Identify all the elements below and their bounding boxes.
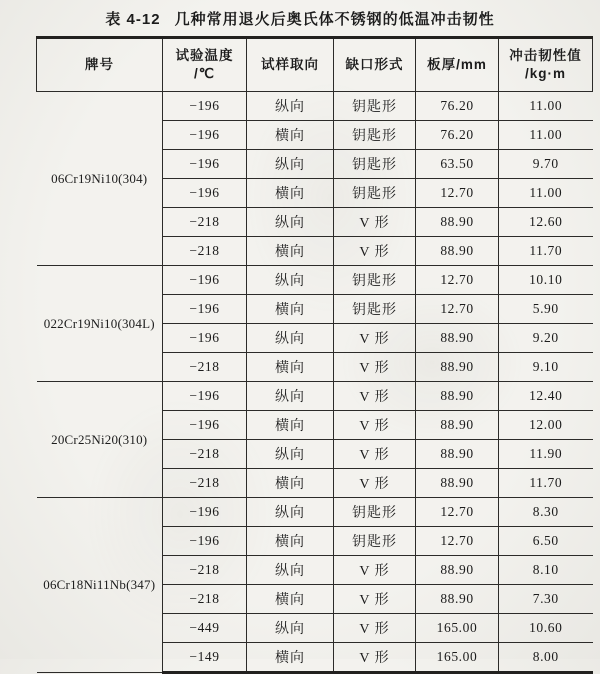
thickness-cell: 165.00	[416, 643, 499, 673]
header-impact-value-line1: 冲击韧性值	[509, 47, 582, 63]
temp-cell: −196	[163, 92, 247, 121]
notch-cell: V 形	[334, 353, 416, 382]
table-caption	[0, 8, 600, 29]
impact-cell: 12.40	[499, 382, 593, 411]
orientation-cell: 纵向	[247, 556, 334, 585]
orientation-cell: 纵向	[247, 498, 334, 527]
orientation-cell: 横向	[247, 237, 334, 266]
thickness-cell: 88.90	[416, 440, 499, 469]
header-row	[37, 38, 593, 92]
thickness-cell: 12.70	[416, 179, 499, 208]
notch-cell: V 形	[334, 585, 416, 614]
impact-cell: 11.90	[499, 440, 593, 469]
thickness-cell: 12.70	[416, 527, 499, 556]
temp-cell: −218	[163, 469, 247, 498]
impact-cell: 8.30	[499, 498, 593, 527]
orientation-cell: 纵向	[247, 382, 334, 411]
impact-cell: 11.00	[499, 92, 593, 121]
table-title: 几种常用退火后奥氏体不锈钢的低温冲击韧性	[174, 11, 495, 28]
impact-cell: 8.00	[499, 643, 593, 673]
orientation-cell: 横向	[247, 295, 334, 324]
impact-cell: 8.10	[499, 556, 593, 585]
table-row	[37, 498, 593, 527]
impact-cell: 11.70	[499, 469, 593, 498]
thickness-cell: 88.90	[416, 411, 499, 440]
notch-cell: 钥匙形	[334, 295, 416, 324]
thickness-cell: 76.20	[416, 92, 499, 121]
impact-toughness-table	[36, 36, 593, 674]
impact-cell: 5.90	[499, 295, 593, 324]
notch-cell: 钥匙形	[334, 498, 416, 527]
notch-cell: 钥匙形	[334, 121, 416, 150]
impact-cell: 11.00	[499, 121, 593, 150]
orientation-cell: 横向	[247, 469, 334, 498]
notch-cell: V 形	[334, 469, 416, 498]
impact-cell: 9.70	[499, 150, 593, 179]
temp-cell: −196	[163, 498, 247, 527]
grade-cell: 06Cr19Ni10(304)	[37, 92, 163, 266]
header-test-temperature-line2: /℃	[194, 66, 215, 81]
impact-cell: 9.20	[499, 324, 593, 353]
header-grade: 牌号	[37, 38, 163, 92]
notch-cell: V 形	[334, 440, 416, 469]
orientation-cell: 纵向	[247, 208, 334, 237]
grade-cell: 20Cr25Ni20(310)	[37, 382, 163, 498]
thickness-cell: 88.90	[416, 353, 499, 382]
notch-cell: V 形	[334, 643, 416, 673]
notch-cell: 钥匙形	[334, 527, 416, 556]
thickness-cell: 88.90	[416, 469, 499, 498]
table-row	[37, 382, 593, 411]
table-row	[37, 92, 593, 121]
orientation-cell: 横向	[247, 585, 334, 614]
orientation-cell: 纵向	[247, 266, 334, 295]
notch-cell: V 形	[334, 382, 416, 411]
temp-cell: −218	[163, 353, 247, 382]
impact-cell: 6.50	[499, 527, 593, 556]
impact-cell: 10.60	[499, 614, 593, 643]
temp-cell: −149	[163, 643, 247, 673]
thickness-cell: 165.00	[416, 614, 499, 643]
notch-cell: V 形	[334, 208, 416, 237]
orientation-cell: 纵向	[247, 150, 334, 179]
impact-cell: 12.60	[499, 208, 593, 237]
notch-cell: V 形	[334, 237, 416, 266]
orientation-cell: 纵向	[247, 440, 334, 469]
header-test-temperature	[163, 38, 247, 92]
orientation-cell: 横向	[247, 121, 334, 150]
impact-cell: 10.10	[499, 266, 593, 295]
grade-cell: 06Cr18Ni11Nb(347)	[37, 498, 163, 673]
notch-cell: 钥匙形	[334, 179, 416, 208]
temp-cell: −449	[163, 614, 247, 643]
grade-cell: 022Cr19Ni10(304L)	[37, 266, 163, 382]
temp-cell: −218	[163, 440, 247, 469]
orientation-cell: 纵向	[247, 614, 334, 643]
impact-cell: 7.30	[499, 585, 593, 614]
notch-cell: V 形	[334, 324, 416, 353]
orientation-cell: 纵向	[247, 92, 334, 121]
orientation-cell: 横向	[247, 527, 334, 556]
thickness-cell: 88.90	[416, 208, 499, 237]
temp-cell: −196	[163, 121, 247, 150]
orientation-cell: 纵向	[247, 324, 334, 353]
thickness-cell: 88.90	[416, 382, 499, 411]
orientation-cell: 横向	[247, 411, 334, 440]
header-notch-type: 缺口形式	[334, 38, 416, 92]
temp-cell: −196	[163, 411, 247, 440]
temp-cell: −218	[163, 237, 247, 266]
thickness-cell: 12.70	[416, 498, 499, 527]
temp-cell: −196	[163, 295, 247, 324]
temp-cell: −196	[163, 179, 247, 208]
thickness-cell: 12.70	[416, 295, 499, 324]
temp-cell: −196	[163, 266, 247, 295]
impact-cell: 12.00	[499, 411, 593, 440]
orientation-cell: 横向	[247, 643, 334, 673]
notch-cell: 钥匙形	[334, 150, 416, 179]
temp-cell: −218	[163, 556, 247, 585]
header-impact-value	[499, 38, 593, 92]
table-header	[37, 38, 593, 92]
notch-cell: V 形	[334, 614, 416, 643]
impact-cell: 11.70	[499, 237, 593, 266]
thickness-cell: 88.90	[416, 585, 499, 614]
header-orientation: 试样取向	[247, 38, 334, 92]
notch-cell: V 形	[334, 411, 416, 440]
temp-cell: −196	[163, 150, 247, 179]
thickness-cell: 88.90	[416, 237, 499, 266]
temp-cell: −196	[163, 382, 247, 411]
header-impact-value-line2: /kg·m	[524, 66, 566, 81]
temp-cell: −218	[163, 585, 247, 614]
table-number: 表 4-12	[105, 11, 161, 28]
impact-cell: 11.00	[499, 179, 593, 208]
thickness-cell: 76.20	[416, 121, 499, 150]
notch-cell: 钥匙形	[334, 266, 416, 295]
impact-cell: 9.10	[499, 353, 593, 382]
table-body	[37, 92, 593, 673]
thickness-cell: 12.70	[416, 266, 499, 295]
notch-cell: V 形	[334, 556, 416, 585]
temp-cell: −196	[163, 324, 247, 353]
header-test-temperature-line1: 试验温度	[175, 47, 234, 63]
header-plate-thickness: 板厚/mm	[416, 38, 499, 92]
thickness-cell: 88.90	[416, 556, 499, 585]
thickness-cell: 88.90	[416, 324, 499, 353]
temp-cell: −218	[163, 208, 247, 237]
thickness-cell: 63.50	[416, 150, 499, 179]
orientation-cell: 横向	[247, 179, 334, 208]
notch-cell: 钥匙形	[334, 92, 416, 121]
table-row	[37, 266, 593, 295]
orientation-cell: 横向	[247, 353, 334, 382]
temp-cell: −196	[163, 527, 247, 556]
